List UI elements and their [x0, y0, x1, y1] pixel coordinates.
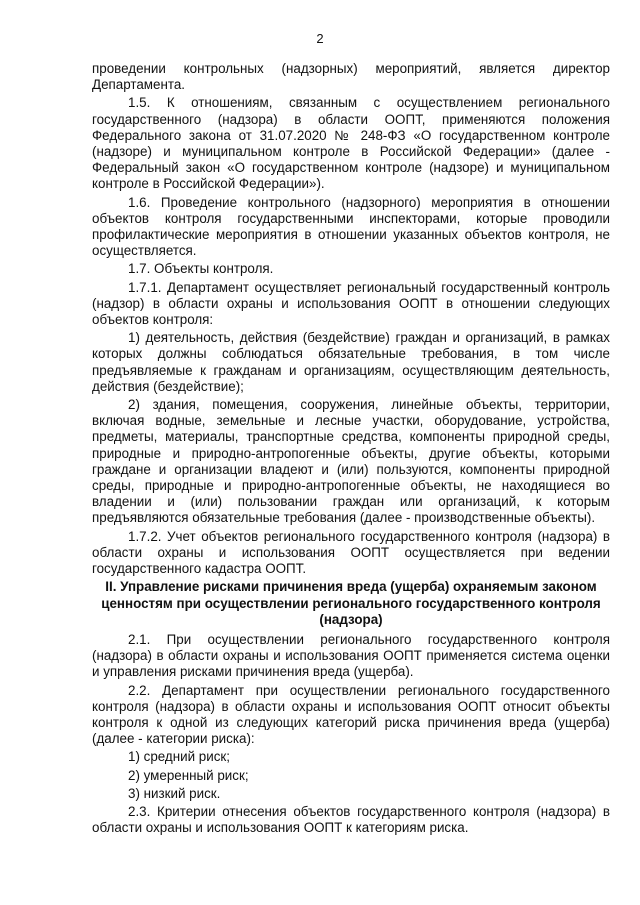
list-item: 1) средний риск; [128, 749, 231, 765]
list-item: 3) низкий риск. [128, 785, 221, 801]
paragraph: 1.5. К отношениям, связанным с осуществлением регионального государственного (надзора) в области ООПТ, применяются положения Федерального закона от 31.07.2020 № 248-ФЗ «О государственном контроле (надзоре) и муниципальном контроле в Российской Федерации» (далее - Федеральный закон «О государственном контроле (надзоре) и муниципальном контроле в Российской Федерации»). [92, 95, 610, 192]
list-item: 2) умеренный риск; [128, 767, 249, 783]
page-number: 2 [316, 31, 324, 46]
paragraph: 2.2. Департамент при осуществлении регионального государственного контроля (надзора) в области охраны и использования ООПТ относит объекты контроля к одной из следующих категорий риска причинения вреда (ущерба) (далее - категории риска): [92, 682, 610, 747]
section-heading: II. Управление рисками причинения вреда (ущерба) охраняемым законом ценностям при осуществлении регионального государственного контроля (надзора) [101, 579, 601, 627]
paragraph: 1.7. Объекты контроля. [128, 261, 274, 277]
paragraph: 1.7.1. Департамент осуществляет региональный государственный контроль (надзор) в области охраны и использования ООПТ в отношении следующих объектов контроля: [92, 279, 610, 328]
paragraph: 2.3. Критерии отнесения объектов государственного контроля (надзора) в области охраны и использования ООПТ к категориям риска. [92, 803, 610, 836]
paragraph: 1.7.2. Учет объектов регионального государственного контроля (надзора) в области охраны и использования ООПТ осуществляется при ведении государственного кадастра ООПТ. [92, 528, 610, 577]
list-item: 1) деятельность, действия (бездействие) граждан и организаций, в рамках которых должны соблюдаться обязательные требования, в том числе предъявляемые к гражданам и организациям, осуществляющим деятельность, действия (бездействие); [92, 330, 610, 394]
paragraph: проведении контрольных (надзорных) мероприятий, является директор Департамента. [92, 61, 610, 93]
paragraph: 1.6. Проведение контрольного (надзорного) мероприятия в отношении объектов контроля государственными инспекторами, которые проводили профилактические мероприятия в отношении указанных объектов контроля, не осуществляется. [92, 194, 610, 259]
document-body [92, 61, 610, 838]
list-item: 2) здания, помещения, сооружения, линейные объекты, территории, включая водные, земельные и лесные участки, оборудование, устройства, предметы, материалы, транспортные средства, компоненты природной среды, природные и природно-антропогенные объекты, другие объекты, которыми граждане и организации владеют и (или) пользуются, компоненты природной среды, природные и природно-антропогенные объекты, не находящиеся во владении и (или) пользовании граждан или организаций, к которым предъявляются обязательные требования (далее - производственные объекты). [92, 397, 610, 526]
paragraph: 2.1. При осуществлении регионального государственного контроля (надзора) в области охраны и использования ООПТ применяется система оценки и управления рисками причинения вреда (ущерба). [92, 631, 610, 680]
